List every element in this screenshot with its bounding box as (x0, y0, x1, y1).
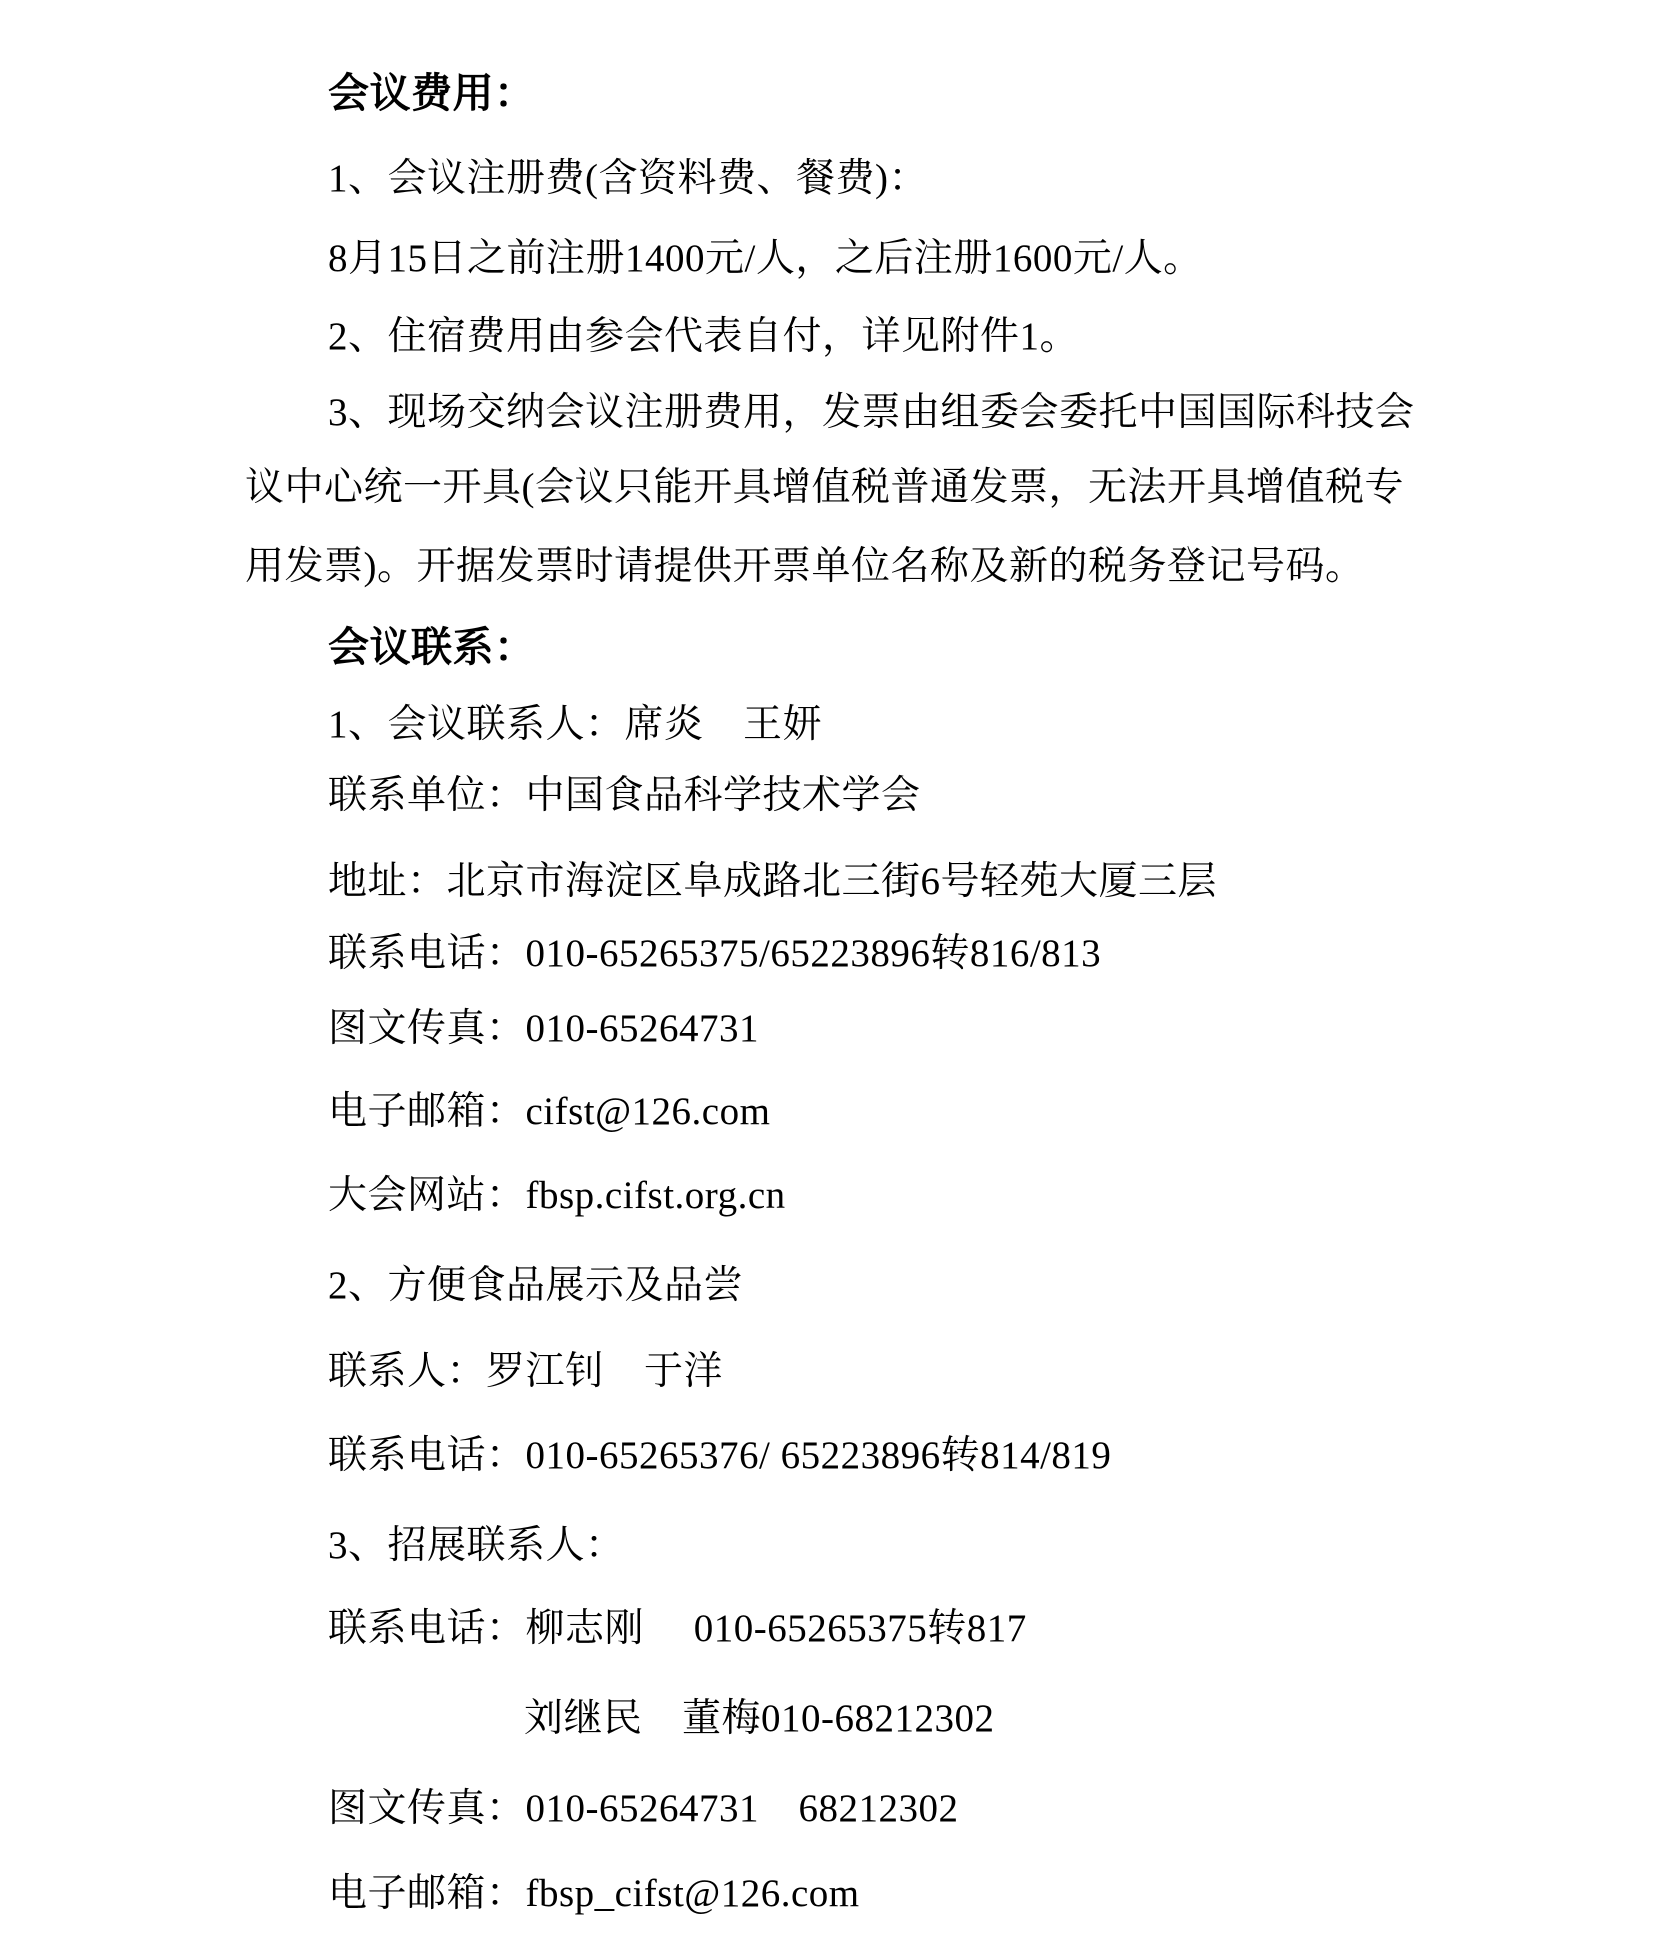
fee-item-accommodation: 2、住宿费用由参会代表自付，详见附件1。 (328, 315, 1080, 358)
contact-email: 电子邮箱：cifst@126.com (328, 1090, 771, 1133)
recruitment-email: 电子邮箱：fbsp_cifst@126.com (328, 1872, 860, 1915)
contact-address: 地址：北京市海淀区阜成路北三街6号轻苑大厦三层 (328, 860, 1218, 903)
fee-item-invoice-line2: 议中心统一开具(会议只能开具增值税普通发票，无法开具增值税专 (245, 466, 1404, 509)
contact-persons: 1、会议联系人：席炎 王妍 (328, 703, 823, 746)
fees-heading: 会议费用： (328, 70, 536, 116)
exhibitor-recruitment-item: 3、招展联系人： (328, 1524, 625, 1567)
fee-item-invoice-line3: 用发票)。开据发票时请提供开票单位名称及新的税务登记号码。 (245, 545, 1365, 588)
fee-item-invoice-line1: 3、现场交纳会议注册费用，发票由组委会委托中国国际科技会 (328, 391, 1415, 434)
recruitment-fax: 图文传真：010-65264731 68212302 (328, 1787, 959, 1830)
contact-phone: 联系电话：010-65265375/65223896转816/813 (328, 932, 1102, 975)
contact-fax: 图文传真：010-65264731 (328, 1007, 759, 1050)
contact-organization: 联系单位：中国食品科学技术学会 (328, 774, 921, 817)
contacts-heading: 会议联系： (328, 624, 536, 670)
recruitment-contact-phone-2: 刘继民 董梅010-68212302 (524, 1697, 995, 1740)
recruitment-contact-phone-1: 联系电话：柳志刚 010-65265375转817 (328, 1607, 1027, 1650)
exhibition-contact-persons: 联系人：罗江钊 于洋 (328, 1350, 724, 1393)
conference-website: 大会网站：fbsp.cifst.org.cn (328, 1174, 786, 1217)
fee-registration-prices: 8月15日之前注册1400元/人，之后注册1600元/人。 (328, 237, 1203, 280)
fee-item-registration: 1、会议注册费(含资料费、餐费)： (328, 157, 928, 200)
exhibition-tasting-item: 2、方便食品展示及品尝 (328, 1264, 744, 1307)
exhibition-contact-phone: 联系电话：010-65265376/ 65223896转814/819 (328, 1434, 1112, 1477)
